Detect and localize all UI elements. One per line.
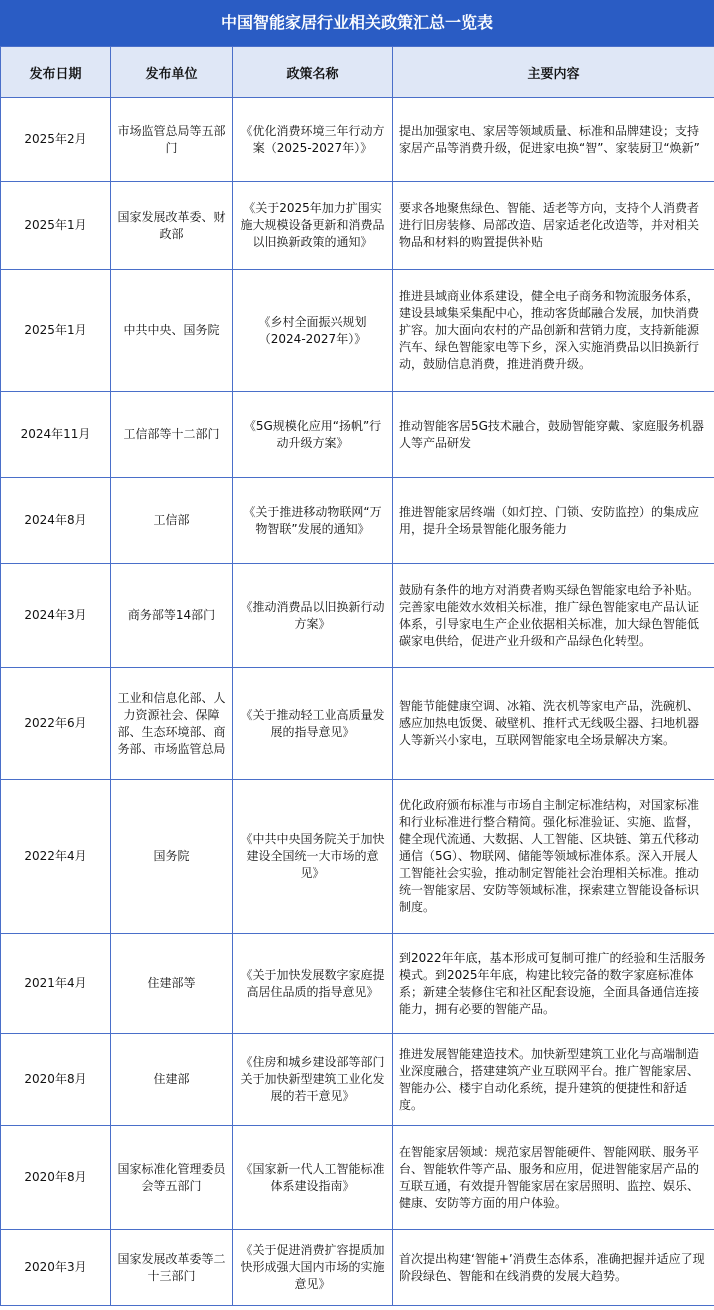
cell-org: 工业和信息化部、人力资源社会、保障部、生态环境部、商务部、市场监管总局 <box>111 668 233 780</box>
cell-date: 2024年3月 <box>1 564 111 668</box>
table-row <box>1 392 714 478</box>
cell-policy-name: 《住房和城乡建设部等部门关于加快新型建筑工业化发展的若干意见》 <box>233 1034 393 1126</box>
cell-date: 2024年8月 <box>1 478 111 564</box>
cell-date: 2020年8月 <box>1 1126 111 1230</box>
cell-date: 2021年4月 <box>1 934 111 1034</box>
header-org: 发布单位 <box>111 47 233 98</box>
cell-org: 国家发展改革委等二十三部门 <box>111 1230 233 1306</box>
cell-date: 2024年11月 <box>1 392 111 478</box>
cell-content: 在智能家居领域：规范家居智能硬件、智能网联、服务平台、智能软件等产品、服务和应用，促进智能家居产品的互联互通，有效提升智能家居在家居照明、监控、娱乐、健康、安防等方面的用户体验。 <box>393 1126 714 1230</box>
cell-org: 住建部等 <box>111 934 233 1034</box>
cell-content: 推进发展智能建造技术。加快新型建筑工业化与高端制造业深度融合，搭建建筑产业互联网平台。推广智能家居、智能办公、楼宇自动化系统，提升建筑的便捷性和舒适度。 <box>393 1034 714 1126</box>
cell-policy-name: 《关于推动轻工业高质量发展的指导意见》 <box>233 668 393 780</box>
table-row <box>1 478 714 564</box>
cell-org: 住建部 <box>111 1034 233 1126</box>
cell-policy-name: 《关于促进消费扩容提质加快形成强大国内市场的实施意见》 <box>233 1230 393 1306</box>
table-row <box>1 182 714 270</box>
cell-policy-name: 《5G规模化应用“扬帆”行动升级方案》 <box>233 392 393 478</box>
header-policy-name: 政策名称 <box>233 47 393 98</box>
cell-date: 2025年2月 <box>1 98 111 182</box>
table-row <box>1 98 714 182</box>
header-date: 发布日期 <box>1 47 111 98</box>
cell-content: 推进县域商业体系建设，健全电子商务和物流服务体系，建设县域集采集配中心，推动客货邮融合发展，加快消费扩容。加大面向农村的产品创新和营销力度，支持新能源汽车、绿色智能家电等下乡，深入实施消费品以旧换新行动，鼓励信息消费，推进消费升级。 <box>393 270 714 392</box>
cell-org: 工信部 <box>111 478 233 564</box>
cell-content: 首次提出构建‘智能+’消费生态体系，准确把握并适应了现阶段绿色、智能和在线消费的发展大趋势。 <box>393 1230 714 1306</box>
cell-policy-name: 《推动消费品以旧换新行动方案》 <box>233 564 393 668</box>
cell-org: 市场监管总局等五部门 <box>111 98 233 182</box>
cell-policy-name: 《乡村全面振兴规划（2024-2027年）》 <box>233 270 393 392</box>
table-row <box>1 564 714 668</box>
cell-policy-name: 《关于加快发展数字家庭提高居住品质的指导意见》 <box>233 934 393 1034</box>
cell-content: 智能节能健康空调、冰箱、洗衣机等家电产品，洗碗机、感应加热电饭煲、破壁机、推杆式无线吸尘器、扫地机器人等新兴小家电，互联网智能家电全场景解决方案。 <box>393 668 714 780</box>
cell-content: 推进智能家居终端（如灯控、门锁、安防监控）的集成应用，提升全场景智能化服务能力 <box>393 478 714 564</box>
cell-date: 2025年1月 <box>1 182 111 270</box>
table-header-row <box>1 47 714 98</box>
cell-policy-name: 《中共中央国务院关于加快建设全国统一大市场的意见》 <box>233 780 393 934</box>
cell-content: 要求各地聚焦绿色、智能、适老等方向，支持个人消费者进行旧房装修、局部改造、居家适老化改造等，并对相关物品和材料的购置提供补贴 <box>393 182 714 270</box>
cell-policy-name: 《关于推进移动物联网“万物智联”发展的通知》 <box>233 478 393 564</box>
header-content: 主要内容 <box>393 47 714 98</box>
cell-content: 到2022年年底，基本形成可复制可推广的经验和生活服务模式。到2025年年底，构建比较完备的数字家庭标准体系；新建全装修住宅和社区配套设施，全面具备通信连接能力，拥有必要的智能产品。 <box>393 934 714 1034</box>
cell-date: 2020年8月 <box>1 1034 111 1126</box>
table-row <box>1 780 714 934</box>
table-row <box>1 668 714 780</box>
table-row <box>1 934 714 1034</box>
cell-policy-name: 《优化消费环境三年行动方案（2025-2027年）》 <box>233 98 393 182</box>
cell-date: 2022年4月 <box>1 780 111 934</box>
page-title: 中国智能家居行业相关政策汇总一览表 <box>0 0 714 46</box>
cell-policy-name: 《国家新一代人工智能标准体系建设指南》 <box>233 1126 393 1230</box>
cell-content: 优化政府颁布标准与市场自主制定标准结构，对国家标准和行业标准进行整合精简。强化标准验证、实施、监督，健全现代流通、大数据、人工智能、区块链、第五代移动通信（5G）、物联网、储能等领域标准体系。深入开展人工智能社会实验，推动制定智能社会治理相关标准。推动统一智能家居、安防等领域标准，探索建立智能设备标识制度。 <box>393 780 714 934</box>
table-row <box>1 1034 714 1126</box>
cell-org: 国家标准化管理委员会等五部门 <box>111 1126 233 1230</box>
cell-org: 商务部等14部门 <box>111 564 233 668</box>
cell-date: 2025年1月 <box>1 270 111 392</box>
table-row <box>1 270 714 392</box>
cell-org: 中共中央、国务院 <box>111 270 233 392</box>
cell-policy-name: 《关于2025年加力扩围实施大规模设备更新和消费品以旧换新政策的通知》 <box>233 182 393 270</box>
table-row <box>1 1126 714 1230</box>
cell-content: 鼓励有条件的地方对消费者购买绿色智能家电给予补贴。完善家电能效水效相关标准，推广绿色智能家电产品认证体系，引导家电生产企业依据相关标准，加大绿色智能低碳家电供给，促进产业升级和产品绿色化转型。 <box>393 564 714 668</box>
cell-org: 国务院 <box>111 780 233 934</box>
cell-content: 提出加强家电、家居等领域质量、标准和品牌建设；支持家居产品等消费升级，促进家电换“智”、家装厨卫“焕新” <box>393 98 714 182</box>
cell-content: 推动智能客居5G技术融合，鼓励智能穿戴、家庭服务机器人等产品研发 <box>393 392 714 478</box>
cell-org: 工信部等十二部门 <box>111 392 233 478</box>
cell-org: 国家发展改革委、财政部 <box>111 182 233 270</box>
policy-table <box>0 46 714 1306</box>
cell-date: 2022年6月 <box>1 668 111 780</box>
table-row <box>1 1230 714 1306</box>
cell-date: 2020年3月 <box>1 1230 111 1306</box>
